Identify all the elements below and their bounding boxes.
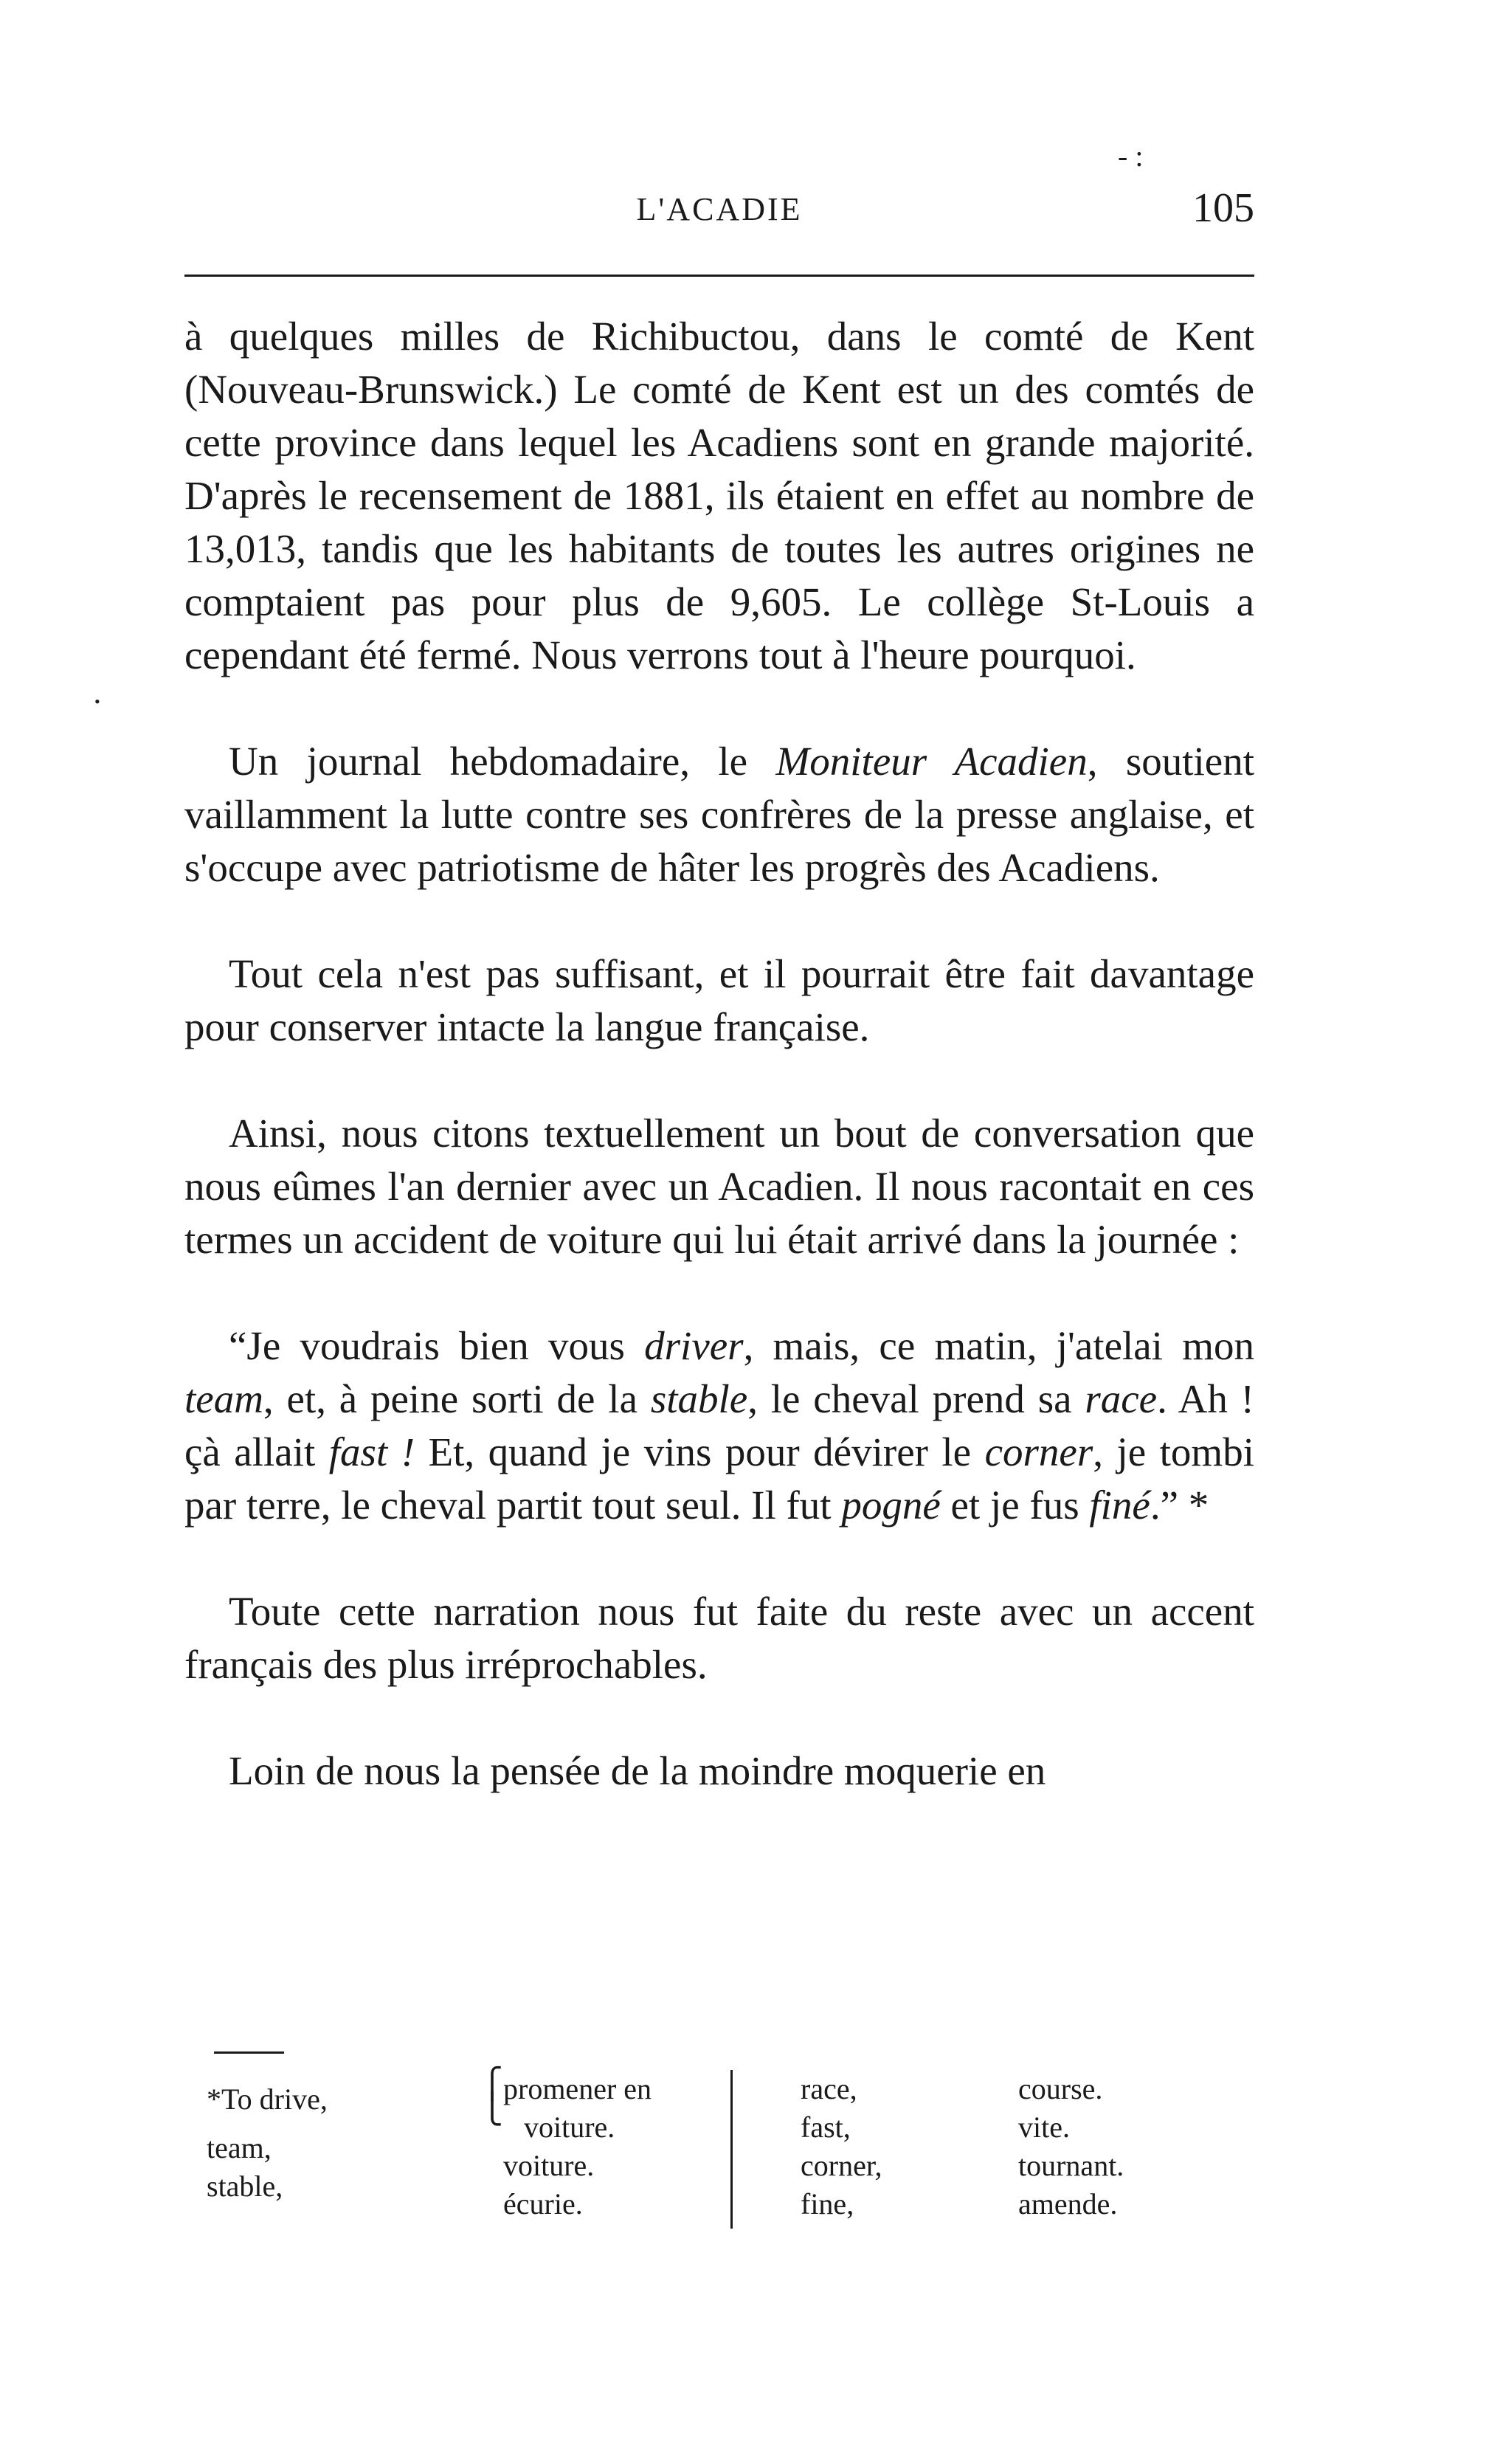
paragraph-7: Loin de nous la pensée de la moindre moquerie en bbox=[229, 1748, 1046, 1793]
footnote-col-french-1: promener en voiture. voiture. écurie. bbox=[503, 2072, 652, 2220]
paragraph-1: à quelques milles de Richibuctou, dans le comté de Kent (Nouveau-Brunswick.) Le comté de Kent est un des comtés de cette province dans lequel les Acadiens sont en grande majorité. D'après le recensement de 1881, ils étaient en effet au nombre de 13,013, tandis que les habitants de toutes les autres origines ne comptaient pas pour plus de 9,605. Le collège St-Louis a cependant été fermé. Nous verrons tout à l'heure pourquoi. bbox=[184, 314, 1254, 677]
page-number: 105 bbox=[1192, 185, 1254, 231]
footnote-col-english-1: *To drive, team, stable, bbox=[207, 2082, 328, 2203]
body-text bbox=[184, 310, 1254, 1851]
footnote-divider bbox=[730, 2070, 733, 2229]
page-title: L'ACADIE bbox=[636, 191, 803, 227]
head-rule bbox=[184, 275, 1254, 277]
footnote-col-english-2: race, fast, corner, fine, bbox=[801, 2072, 882, 2220]
running-head bbox=[184, 185, 1254, 242]
stray-mark-margin: • bbox=[94, 692, 100, 711]
newspaper-title: Moniteur Acadien bbox=[775, 739, 1088, 784]
footnote bbox=[184, 2067, 1254, 2240]
stray-mark-top: - : bbox=[1118, 139, 1144, 173]
footnote-col-french-2: course. vite. tournant. amende. bbox=[1018, 2072, 1124, 2220]
paragraph-5-quote: “Je voudrais bien vous driver, mais, ce matin, j'atelai mon team, et, à peine sorti de la stable, le cheval prend sa race. Ah ! çà allait fast ! Et, quand je vins pour dévirer le corner, je tombi par terre, le cheval partit tout seul. Il fut pogné et je fus finé.” * bbox=[184, 1323, 1254, 1528]
paragraph-2: Un journal hebdomadaire, le Moniteur Acadien, soutient vaillamment la lutte contre ses confrères de la presse anglaise, et s'occupe avec patriotisme de hâter les progrès des Acadiens. bbox=[184, 739, 1254, 890]
paragraph-6: Toute cette narration nous fut faite du reste avec un accent français des plus irréprochables. bbox=[184, 1589, 1254, 1687]
footnote-rule bbox=[214, 2051, 284, 2054]
paragraph-4: Ainsi, nous citons textuellement un bout de conversation que nous eûmes l'an dernier avec un Acadien. Il nous racontait en ces termes un accident de voiture qui lui était arrivé dans la journée : bbox=[184, 1111, 1254, 1262]
paragraph-3: Tout cela n'est pas suffisant, et il pourrait être fait davantage pour conserver intacte la langue française. bbox=[184, 951, 1254, 1049]
footnote-brace: ⎧ ⎩ bbox=[481, 2067, 503, 2125]
